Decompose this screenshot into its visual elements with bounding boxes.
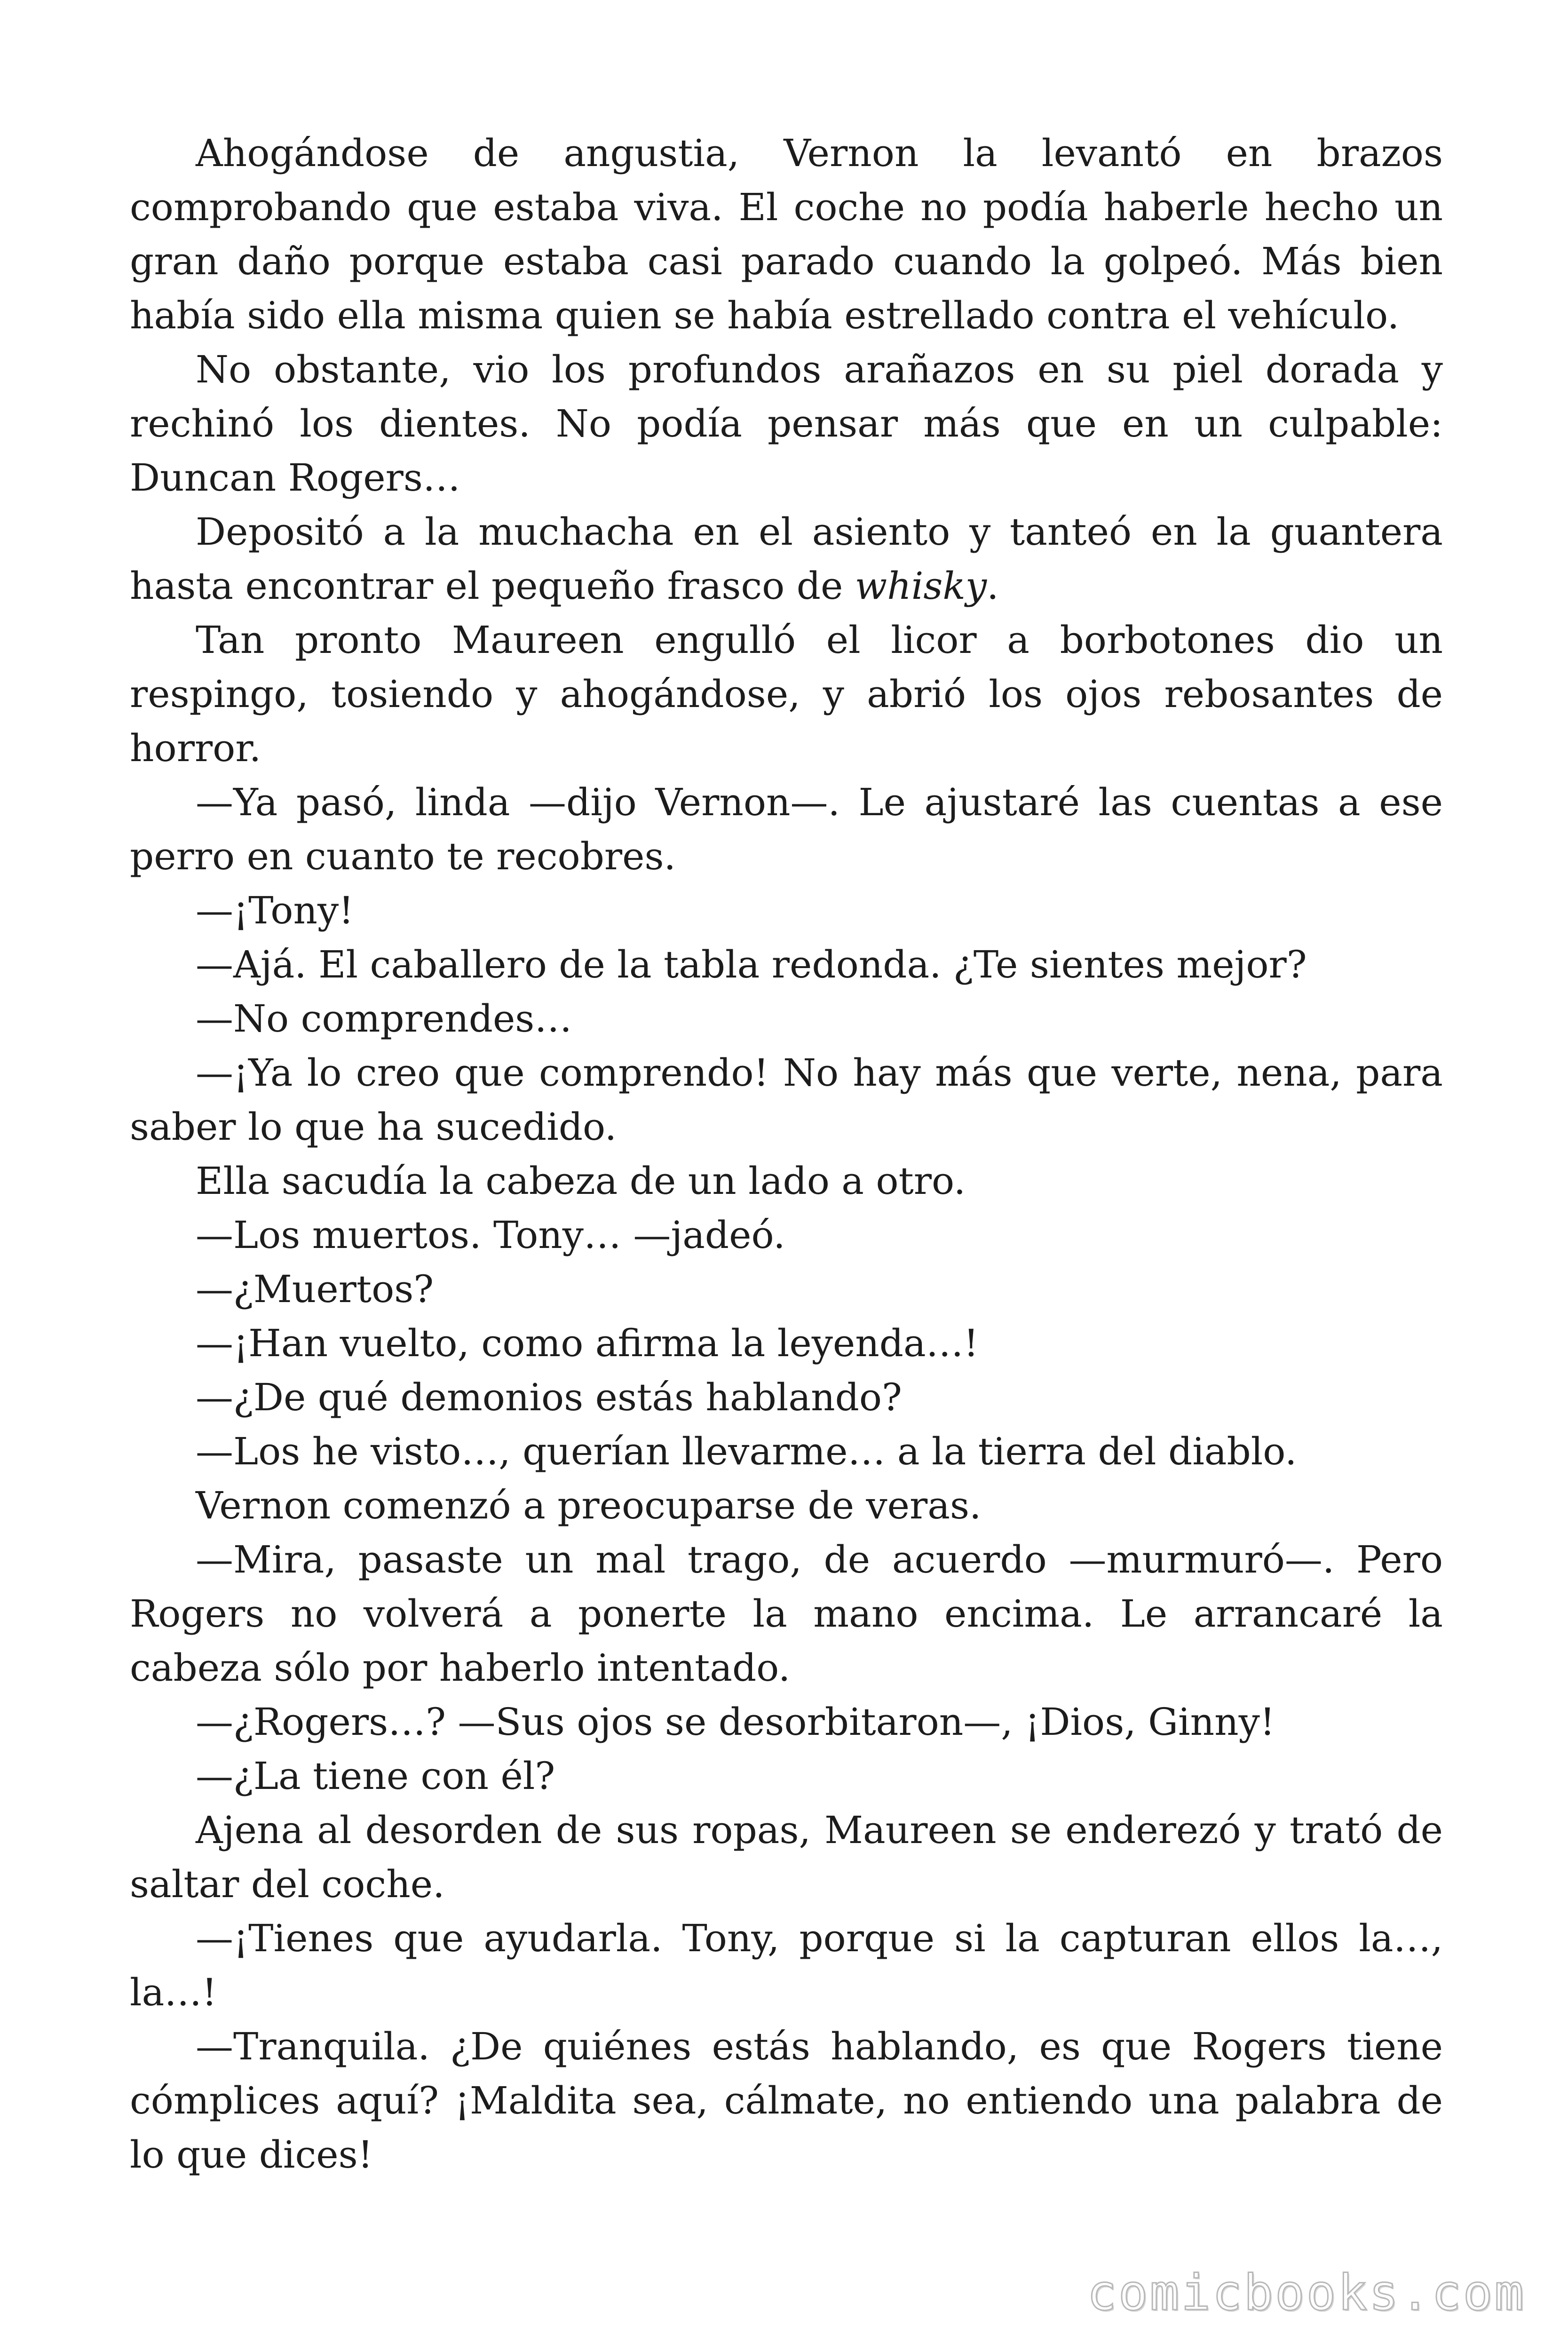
paragraph: —¿Rogers…? —Sus ojos se desorbitaron—, ¡Dios, Ginny! — [196, 1700, 1275, 1744]
paragraph: Ella sacudía la cabeza de un lado a otro. — [196, 1159, 966, 1203]
paragraph — [130, 505, 1443, 613]
paragraph: —¡Tony! — [196, 889, 354, 932]
watermark-text: comicbooks.com — [1087, 2264, 1526, 2321]
paragraph: —¿La tiene con él? — [196, 1754, 555, 1798]
paragraph: Ahogándose de angustia, Vernon la levantó en brazos comprobando que estaba viva. El coche no podía haberle hecho un gran daño porque estaba casi parado cuando la golpeó. Más bien había sido ella misma quien se había estrellado contra el vehículo. — [130, 131, 1443, 337]
paragraph: No obstante, vio los profundos arañazos en su piel dorada y rechinó los dientes. No podía pensar más que en un culpable: Duncan Rogers… — [130, 348, 1443, 500]
paragraph: Ajena al desorden de sus ropas, Maureen se enderezó y trató de saltar del coche. — [130, 1808, 1443, 1906]
paragraph: —No comprendes… — [196, 997, 572, 1041]
paragraph: Vernon comenzó a preocuparse de veras. — [196, 1484, 982, 1527]
paragraph: —Los muertos. Tony… —jadeó. — [196, 1213, 785, 1257]
paragraph-text: . — [987, 564, 999, 608]
paragraph: —¡Han vuelto, como afirma la leyenda…! — [196, 1321, 979, 1365]
paragraph: —¿De qué demonios estás hablando? — [196, 1375, 902, 1419]
book-page-text — [130, 126, 1443, 2182]
paragraph: —Los he visto…, querían llevarme… a la tierra del diablo. — [196, 1430, 1297, 1473]
italic-word: whisky — [855, 564, 987, 608]
paragraph: —Mira, pasaste un mal trago, de acuerdo —murmuró—. Pero Rogers no volverá a ponerte la mano encima. Le arrancaré la cabeza sólo por haberlo intentado. — [130, 1538, 1443, 1690]
paragraph: —Ya pasó, linda —dijo Vernon—. Le ajustaré las cuentas a ese perro en cuanto te recobres. — [130, 780, 1443, 878]
paragraph: —¡Tienes que ayudarla. Tony, porque si la capturan ellos la…, la…! — [130, 1916, 1443, 2014]
paragraph: —Tranquila. ¿De quiénes estás hablando, es que Rogers tiene cómplices aquí? ¡Maldita sea, cálmate, no entiendo una palabra de lo que dices! — [130, 2025, 1443, 2177]
paragraph: —¡Ya lo creo que comprendo! No hay más que verte, nena, para saber lo que ha sucedido. — [130, 1051, 1443, 1149]
paragraph: —¿Muertos? — [196, 1267, 434, 1311]
paragraph: Tan pronto Maureen engulló el licor a borbotones dio un respingo, tosiendo y ahogándose, y abrió los ojos rebosantes de horror. — [130, 618, 1443, 770]
paragraph-text: Depositó a la muchacha en el asiento y tanteó en la guantera hasta encontrar el pequeño frasco de — [130, 510, 1443, 608]
paragraph: —Ajá. El caballero de la tabla redonda. ¿Te sientes mejor? — [196, 943, 1307, 986]
